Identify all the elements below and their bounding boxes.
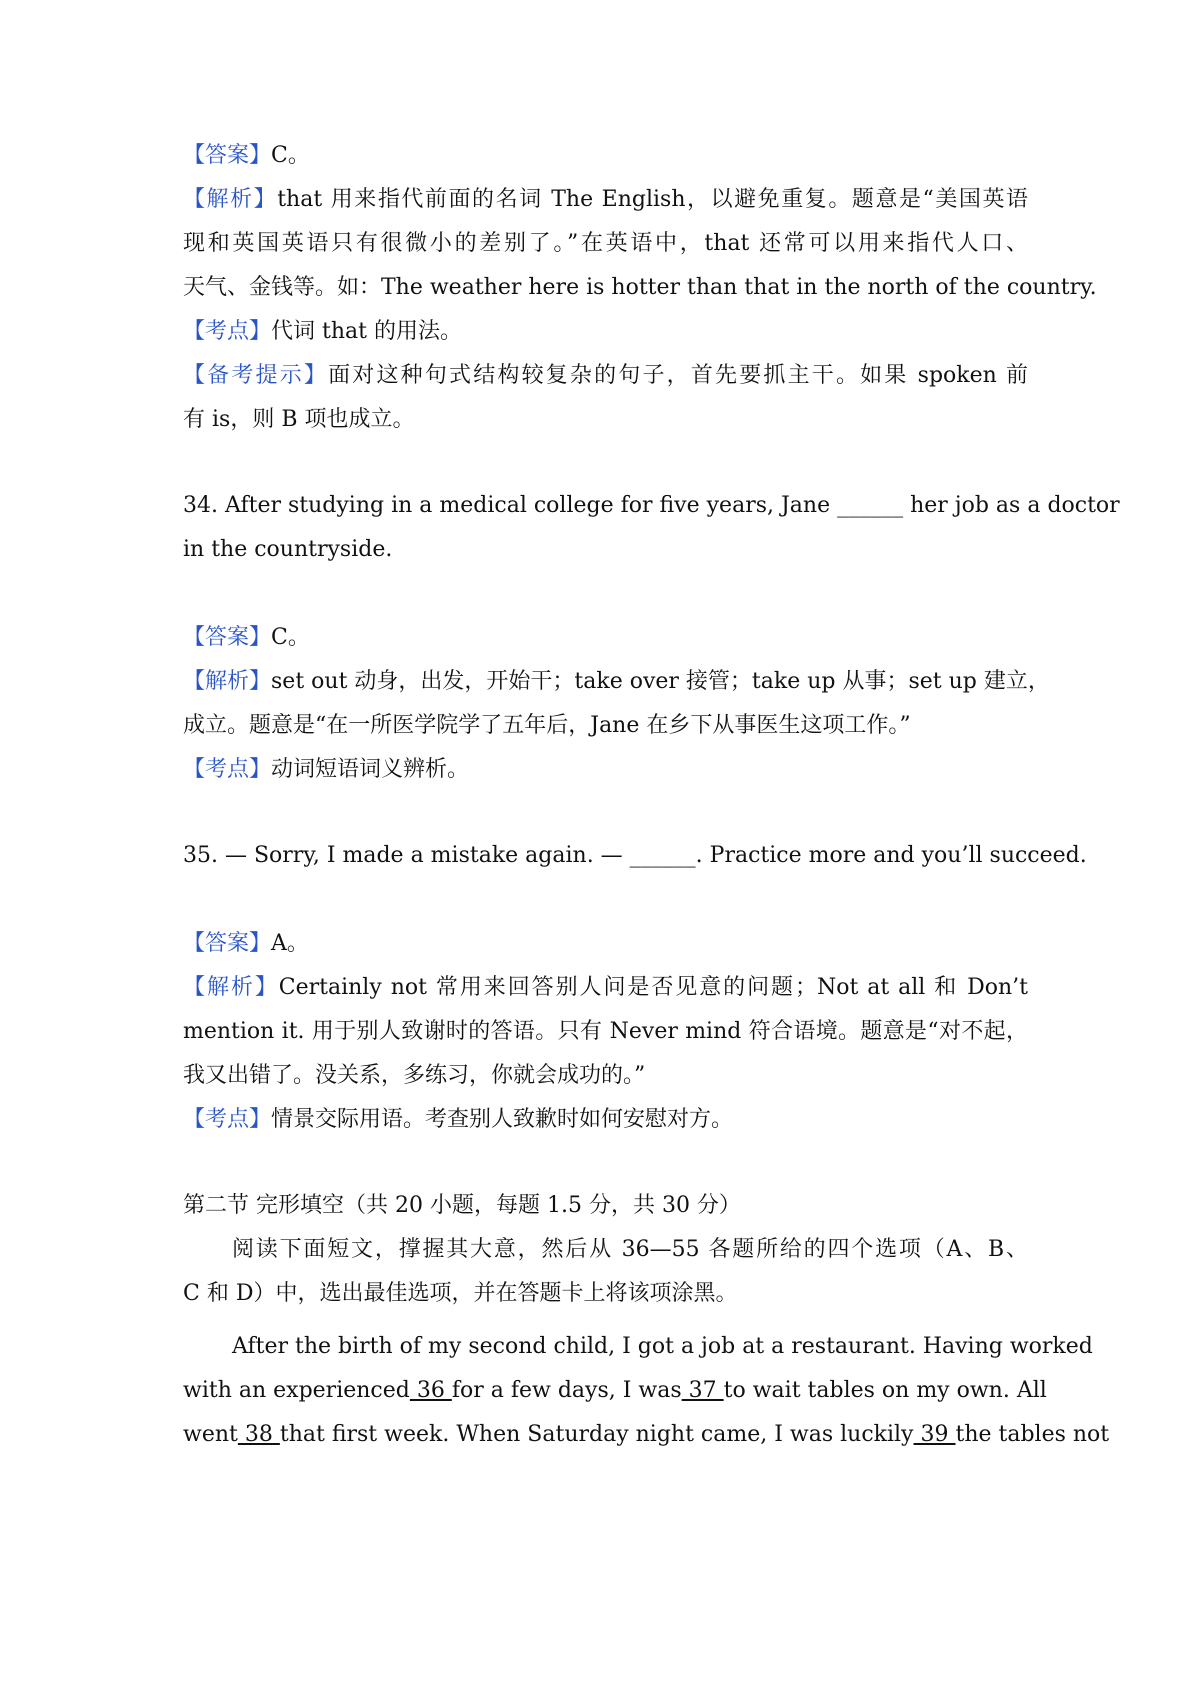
answer-tag: 【答案】 <box>183 931 272 956</box>
section-instruction-line-1: 阅读下面短文，撑握其大意，然后从 36—55 各题所给的四个选项（A、B、 <box>232 1237 1028 1262</box>
analysis-tag: 【解析】 <box>183 187 278 212</box>
q33-answer-line <box>183 141 1028 171</box>
section-heading: 第二节 完形填空（共 20 小题，每题 1.5 分，共 30 分） <box>183 1193 741 1218</box>
q34-analysis-line-2: 成立。题意是“在一所医学院学了五年后，Jane 在乡下从事医生这项工作。” <box>183 713 911 738</box>
q34-stem-line-1: 34. After studying in a medical college for five years, Jane ______ her job as a doctor <box>183 493 1120 518</box>
analysis-tag: 【解析】 <box>183 975 279 1000</box>
blank-38: 38 <box>237 1422 280 1447</box>
q34-stem-line-2: in the countryside. <box>183 537 393 562</box>
passage-line-3: went 38 that first week. When Saturday night came, I was luckily 39 the tables not <box>183 1422 1110 1447</box>
passage-line-1: After the birth of my second child, I got a job at a restaurant. Having worked <box>232 1334 1093 1359</box>
tip-tag: 【备考提示】 <box>183 363 329 388</box>
point-tag: 【考点】 <box>183 319 272 344</box>
q35-analysis-line-3: 我又出错了。没关系，多练习，你就会成功的。” <box>183 1063 646 1088</box>
blank-36: 36 <box>409 1378 452 1403</box>
point-tag: 【考点】 <box>183 1107 272 1132</box>
q33-analysis-line-2: 现和英国英语只有很微小的差别了。”在英语中，that 还常可以用来指代人口、 <box>183 231 1028 256</box>
q35-point-line: 【考点】情景交际用语。考查别人致歉时如何安慰对方。 <box>183 1107 734 1132</box>
q34-analysis-line-1: 【解析】set out 动身，出发，开始干；take over 接管；take up 从事；set up 建立， <box>183 669 1050 694</box>
q33-point-line: 【考点】代词 that 的用法。 <box>183 319 462 344</box>
section-instruction-line-2: C 和 D）中，选出最佳选项，并在答题卡上将该项涂黑。 <box>183 1281 738 1306</box>
q33-analysis-line-1: 【解析】that 用来指代前面的名词 The English，以避免重复。题意是“美国英语 <box>183 187 1028 212</box>
answer-text: C。 <box>271 143 310 168</box>
q35-answer-line: 【答案】A。 <box>183 931 309 956</box>
blank-37: 37 <box>681 1378 724 1403</box>
passage-line-2: with an experienced 36 for a few days, I was 37 to wait tables on my own. All <box>183 1378 1047 1403</box>
q33-tip-line-1: 【备考提示】面对这种句式结构较复杂的句子，首先要抓主干。如果 spoken 前 <box>183 363 1028 388</box>
answer-tag: 【答案】 <box>183 625 272 650</box>
q33-analysis-line-3: 天气、金钱等。如：The weather here is hotter than that in the north of the country. <box>183 275 1097 300</box>
analysis-tag: 【解析】 <box>183 669 272 694</box>
blank-39: 39 <box>913 1422 956 1447</box>
q35-analysis-line-1: 【解析】Certainly not 常用来回答别人问是否见意的问题；Not at all 和 Don’t <box>183 975 1028 1000</box>
q33-tip-line-2: 有 is，则 B 项也成立。 <box>183 407 415 432</box>
q34-answer-line: 【答案】C。 <box>183 625 310 650</box>
point-tag: 【考点】 <box>183 757 272 782</box>
q35-analysis-line-2: mention it. 用于别人致谢时的答语。只有 Never mind 符合语境。题意是“对不起， <box>183 1019 1028 1044</box>
q34-point-line: 【考点】动词短语词义辨析。 <box>183 757 470 782</box>
answer-tag: 【答案】 <box>183 143 272 168</box>
q35-stem: 35. — Sorry, I made a mistake again. — ______. Practice more and you’ll succeed. <box>183 843 1087 868</box>
